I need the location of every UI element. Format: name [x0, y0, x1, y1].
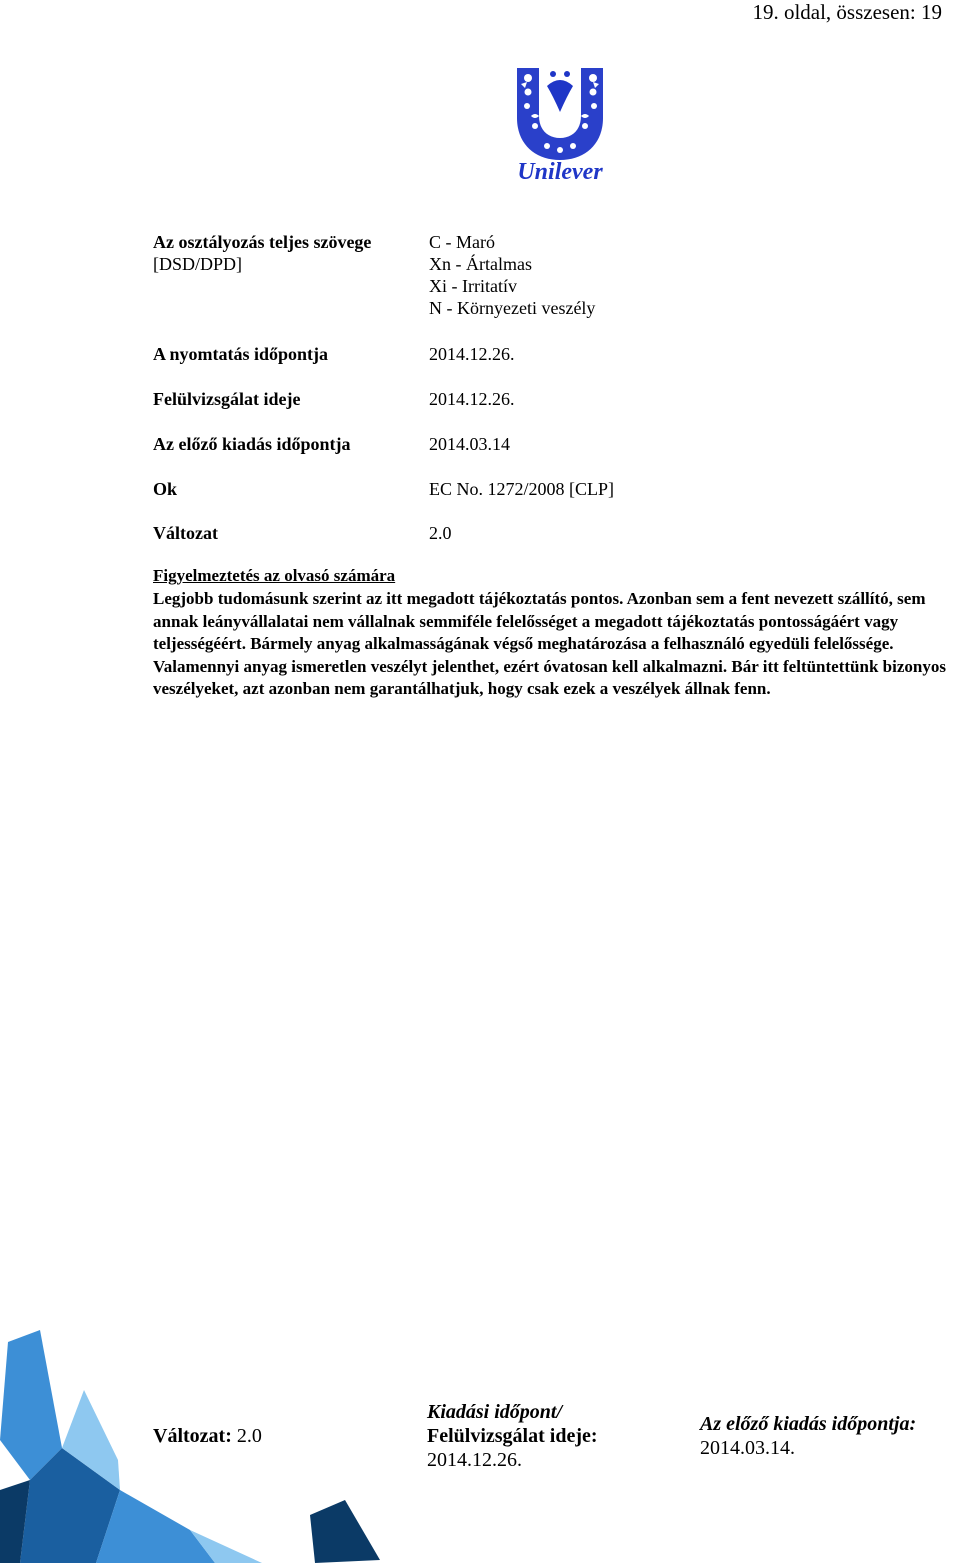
review-date-value: 2014.12.26. [429, 389, 515, 409]
prev-issue-value: 2014.03.14 [429, 434, 510, 454]
footer-version-label: Változat: [153, 1425, 232, 1447]
classification-values [429, 231, 595, 319]
warning-body: Legjobb tudomásunk szerint az itt megadott tájékoztatás pontos. Azonban sem a fent nevezett szállító, sem annak leányvállalatai nem vállalnak semmiféle felelősséget a megadott tájékoztatás pontosságáért vagy teljességéért. Bármely anyag alkalmasságának végső meghatározása a felhasználó egyedüli felelőssége. Valamennyi anyag ismeretlen veszélyt jelenthet, ezért óvatosan kell alkalmazni. Bár itt feltüntettünk bizonyos veszélyeket, azt azonban nem garantálhatjuk, hogy csak ezek a veszélyek állnak fenn. [153, 589, 946, 698]
version-value: 2.0 [429, 523, 452, 543]
page-number: 19. oldal, összesen: 19 [752, 0, 942, 24]
prev-issue-label: Az előző kiadás időpontja [153, 434, 351, 454]
print-date-label: A nyomtatás időpontja [153, 344, 329, 364]
footer-issue-value: 2014.12.26. [427, 1449, 522, 1471]
classification-value: N - Környezeti veszély [429, 298, 596, 318]
review-date-label: Felülvizsgálat ideje [153, 389, 301, 409]
warning-title: Figyelmeztetés az olvasó számára [153, 566, 396, 585]
footer-prev-label: Az előző kiadás időpontja: [700, 1413, 917, 1435]
footer-prev-value: 2014.03.14. [700, 1437, 795, 1459]
classification-label-line1: Az osztályozás teljes szövege [153, 232, 372, 252]
footer-issue-label-line2: Felülvizsgálat ideje: [427, 1425, 598, 1447]
reason-value: EC No. 1272/2008 [CLP] [429, 479, 615, 499]
classification-value: C - Maró [429, 232, 495, 252]
unilever-logo [505, 66, 615, 184]
classification-label [153, 231, 371, 275]
logo-wordmark: Unilever [517, 159, 603, 184]
footer-issue [427, 1400, 598, 1472]
classification-value: Xn - Ártalmas [429, 254, 532, 274]
version-label: Változat [153, 523, 218, 543]
reason-label: Ok [153, 479, 178, 499]
footer-prev [700, 1412, 916, 1460]
classification-value: Xi - Irritatív [429, 276, 517, 296]
footer-version-value: 2.0 [236, 1425, 262, 1447]
print-date-value: 2014.12.26. [429, 344, 515, 364]
classification-label-line2: [DSD/DPD] [153, 254, 243, 274]
footer-issue-label-line1: Kiadási időpont/ [427, 1401, 563, 1423]
footer-version [153, 1424, 262, 1448]
